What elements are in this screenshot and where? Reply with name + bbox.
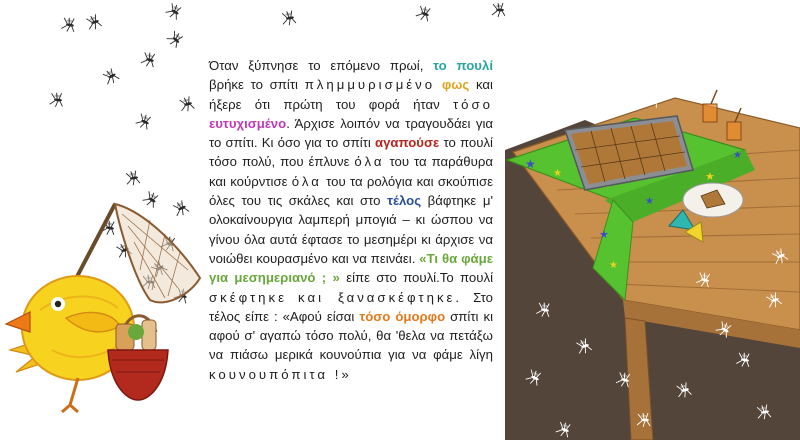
mosquito-icon bbox=[565, 73, 581, 90]
mosquito-icon bbox=[555, 421, 572, 439]
mosquito-icon bbox=[715, 320, 733, 339]
mosquito-icon bbox=[606, 84, 621, 100]
mosquito-icon bbox=[415, 5, 432, 23]
spaced-word: τόσο bbox=[452, 96, 493, 112]
spaced-word: κουνουπόπιτα !» bbox=[209, 366, 352, 382]
mosquito-icon bbox=[85, 14, 102, 32]
mosquito-icon bbox=[765, 292, 782, 310]
mosquito-icon bbox=[49, 92, 63, 107]
story-line: βάφτηκε μ' bbox=[427, 193, 493, 209]
mosquito-icon bbox=[140, 51, 156, 68]
mosquito-icon bbox=[525, 11, 543, 30]
story-line: και ήξερε ότι πρώτη του φορά ήταν bbox=[209, 77, 493, 112]
story-line: σπίτι κι αφού σ' αγαπώ τόσο πολύ, θα 'θελα bbox=[209, 308, 493, 344]
svg-text:★: ★ bbox=[733, 150, 742, 161]
mosquito-icon bbox=[61, 17, 76, 33]
svg-text:★: ★ bbox=[609, 260, 618, 271]
spaced-word: και ξανασκέφτηκε. bbox=[298, 289, 463, 305]
mosquito-icon bbox=[749, 0, 762, 13]
story-text bbox=[209, 56, 493, 384]
picnic-basket bbox=[108, 316, 168, 400]
mosquito-swarm-right bbox=[505, 0, 800, 440]
spaced-word: πλημμυρισμένο bbox=[304, 77, 436, 93]
mosquito-icon bbox=[756, 404, 771, 420]
svg-text:★: ★ bbox=[599, 228, 609, 241]
svg-text:★: ★ bbox=[553, 168, 562, 179]
mosquito-icon bbox=[615, 371, 631, 388]
mosquito-icon bbox=[178, 96, 194, 113]
story-line: βρήκε το σπίτι bbox=[209, 77, 298, 93]
mosquito-icon bbox=[525, 368, 543, 386]
story-line: να πετάξω να πιάσω μερικά κουνούπια για bbox=[209, 328, 493, 363]
story-line: το πουλί τόσο πολύ, που έπλυνε bbox=[209, 135, 493, 170]
story-line: τραγουδάει για το σπίτι. Κι όσο για το σπίτι bbox=[209, 115, 493, 151]
story-line: είπε στο πουλί.Το πουλί bbox=[346, 270, 494, 286]
mosquito-icon bbox=[536, 302, 551, 318]
mosquito-icon bbox=[645, 90, 663, 109]
story-line: σκάλες και στο bbox=[288, 193, 381, 209]
mosquito-icon bbox=[775, 31, 792, 49]
bird-beak bbox=[6, 312, 30, 332]
spaced-word: όλα bbox=[291, 173, 322, 189]
highlight-word: αγαπούσε bbox=[374, 135, 440, 151]
story-line: Στο τέλος είπε : «Αφού είσαι bbox=[209, 289, 494, 324]
bird-illustration bbox=[0, 200, 200, 440]
story-line: Όταν ξύπνησε το επόμενο πρωί, bbox=[209, 58, 424, 73]
mosquito-icon bbox=[281, 10, 296, 26]
mosquito-icon bbox=[492, 3, 505, 17]
mosquito-icon bbox=[637, 413, 650, 427]
highlight-word: ευτυχισμένο bbox=[209, 115, 287, 131]
story-line: του τα παράθυρα και κούρντισε bbox=[209, 154, 493, 189]
spaced-word: όλα bbox=[354, 154, 385, 170]
highlight-word: το πουλί bbox=[433, 58, 493, 73]
mosquito-icon bbox=[541, 22, 556, 38]
story-line: άρχισε να νοιώθει κουρασμένο και να bbox=[209, 231, 493, 266]
story-line: να φάμε λίγη bbox=[412, 347, 493, 363]
story-line: ολοκαίνουργια λαμπερή μπογιά – κι ώσπου bbox=[209, 212, 473, 228]
story-line: πεινάει. bbox=[370, 250, 416, 266]
mosquito-icon bbox=[135, 112, 153, 130]
highlight-word: φως bbox=[441, 77, 470, 93]
right-page bbox=[505, 0, 800, 440]
mosquito-icon bbox=[102, 67, 120, 86]
mosquito-icon bbox=[165, 2, 183, 21]
highlight-quote: «Τι θα φάμε για μεσημεριανό ; » bbox=[209, 250, 493, 286]
story-line: να γίνου όλα αυτά έφτασε το μεσημέρι κι bbox=[209, 212, 493, 247]
mosquito-icon bbox=[675, 382, 691, 399]
mosquito-icon bbox=[695, 271, 711, 288]
story-line: . Άρχισε λοιπόν να bbox=[286, 115, 400, 131]
story-line: του τα ρολόγια και σκούπισε όλες του τις bbox=[209, 173, 493, 209]
svg-text:★: ★ bbox=[645, 196, 654, 207]
mosquito-icon bbox=[125, 170, 140, 186]
mosquito-icon bbox=[595, 14, 611, 31]
highlight-word: τόσο όμορφο bbox=[359, 308, 446, 324]
spaced-word: σκέφτηκε bbox=[209, 289, 287, 305]
svg-text:★: ★ bbox=[705, 170, 715, 183]
mosquito-icon bbox=[625, 47, 642, 65]
highlight-word: τέλος bbox=[387, 193, 422, 209]
mosquito-icon bbox=[771, 248, 789, 266]
mosquito-icon bbox=[655, 62, 673, 80]
mosquito-icon bbox=[736, 352, 751, 368]
mosquito-icon bbox=[165, 29, 184, 48]
mosquito-icon bbox=[575, 338, 592, 356]
mosquito-icon bbox=[681, 82, 696, 98]
svg-text:★: ★ bbox=[525, 157, 536, 171]
